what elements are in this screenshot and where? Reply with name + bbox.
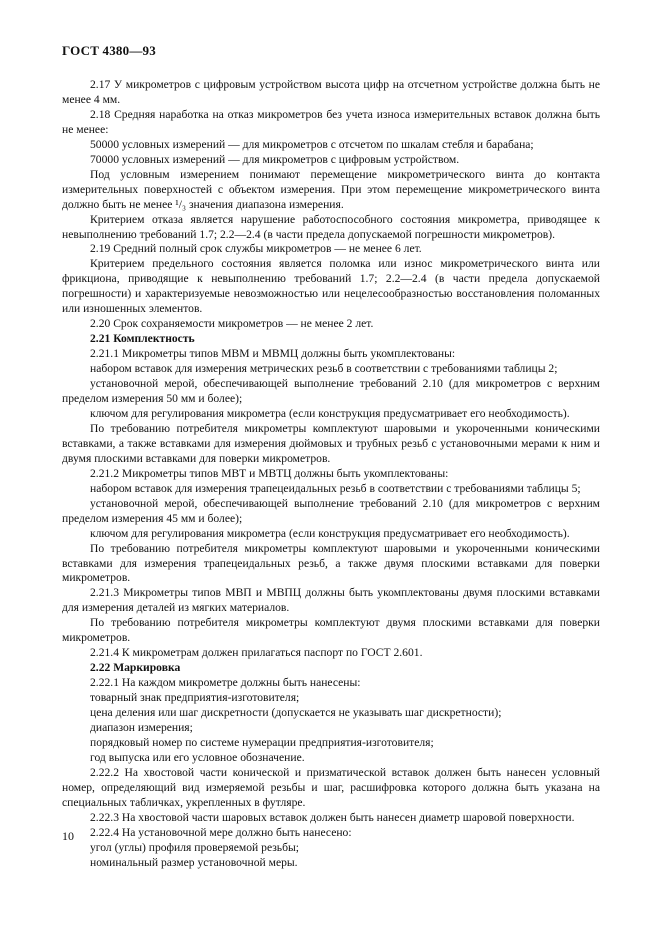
paragraph: 2.21.1 Микрометры типов МВМ и МВМЦ должны быть укомплектованы: xyxy=(90,347,456,361)
paragraph: набором вставок для измерения трапецеидальных резьб в соответствии с требованиями таблицы 5; xyxy=(90,481,581,495)
paragraph: 50000 условных измерений — для микрометров с отсчетом по шкалам стебля и барабана; xyxy=(90,137,534,151)
paragraph: 70000 условных измерений — для микрометров с цифровым устройством. xyxy=(90,152,460,166)
paragraph: По требованию потребителя микрометры комплектуют шаровыми и укороченными коническими вставками для измерения трапецеидальных резьб, а также двумя плоскими вставками для поверки микрометров. xyxy=(62,541,600,585)
paragraph: 2.20 Срок сохраняемости микрометров — не менее 2 лет. xyxy=(90,317,374,331)
paragraph: диапазон измерения; xyxy=(90,720,193,734)
paragraph: 2.22.4 На установочной мере должно быть нанесено: xyxy=(90,825,352,839)
document-header: ГОСТ 4380—93 xyxy=(62,43,156,58)
paragraph: цена деления или шаг дискретности (допускается не указывать шаг дискретности); xyxy=(90,706,502,720)
paragraph: По требованию потребителя микрометры комплектуют шаровыми и укороченными коническими вставками, а также вставками для измерения дюймовых и трубных резьб с установочными мерами к ним и двумя плоскими вставками для поверки микрометров. xyxy=(62,421,600,465)
document-body xyxy=(62,78,600,871)
paragraph: 2.22.3 На хвостовой части шаровых вставок должен быть нанесен диаметр шаровой поверхности. xyxy=(90,810,575,824)
paragraph: набором вставок для измерения метрических резьб в соответствии с требованиями таблицы 2; xyxy=(90,362,558,376)
paragraph: 2.19 Средний полный срок службы микрометров — не менее 6 лет. xyxy=(90,242,422,256)
paragraph: ключом для регулирования микрометра (если конструкция предусматривает его необходимость). xyxy=(90,526,570,540)
paragraph: порядковый номер по системе нумерации предприятия-изготовителя; xyxy=(90,735,434,749)
paragraph: 2.17 У микрометров с цифровым устройством высота цифр на отсчетном устройстве должна быть не менее 4 мм. xyxy=(62,78,600,106)
paragraph: По требованию потребителя микрометры комплектуют двумя плоскими вставками для поверки микрометров. xyxy=(62,616,600,645)
paragraph: номинальный размер установочной меры. xyxy=(90,855,298,869)
section-heading-marking: 2.22 Маркировка xyxy=(90,661,181,675)
paragraph: 2.21.4 К микрометрам должен прилагаться паспорт по ГОСТ 2.601. xyxy=(90,646,423,660)
paragraph: Под условным измерением понимают перемещение микрометрического винта до контакта измерительных поверхностей с объектом измерения. При этом перемещение микрометрического винта должно быть не менее ¹/₃ значения диапазона измерения. xyxy=(62,167,600,211)
paragraph: 2.22.1 На каждом микрометре должны быть нанесены: xyxy=(90,676,361,690)
paragraph: Критерием предельного состояния является поломка или износ микрометрического винта или фрикциона, приводящие к невыполнению требований 1.7; 2.2—2.4 (в части предела допускаемой погрешности) и характеризуемые невозможностью или нецелесообразностью восстановления поломанных или изношенных элементов. xyxy=(62,257,600,316)
page-number: 10 xyxy=(62,829,74,843)
paragraph: товарный знак предприятия-изготовителя; xyxy=(90,691,300,705)
paragraph: ключом для регулирования микрометра (если конструкция предусматривает его необходимость). xyxy=(90,406,570,420)
paragraph: установочной мерой, обеспечивающей выполнение требований 2.10 (для микрометров с верхним пределом измерения 45 мм и более); xyxy=(62,496,600,525)
paragraph: 2.21.3 Микрометры типов МВП и МВПЦ должны быть укомплектованы двумя плоскими вставками для измерения деталей из мягких материалов. xyxy=(62,586,600,615)
paragraph: год выпуска или его условное обозначение. xyxy=(90,750,305,764)
paragraph: установочной мерой, обеспечивающей выполнение требований 2.10 (для микрометров с верхним пределом измерения 50 мм и более); xyxy=(62,377,600,406)
paragraph: 2.22.2 На хвостовой части конической и призматической вставок должен быть нанесен условный номер, определяющий вид измеряемой резьбы и шаг, расшифровка которого должна быть указана на специальных табличках, укрепленных в футляре. xyxy=(62,765,600,809)
paragraph: Критерием отказа является нарушение работоспособного состояния микрометра, приводящее к невыполнению требований 1.7; 2.2—2.4 (в части предела допускаемой погрешности микрометров). xyxy=(62,212,600,241)
paragraph: угол (углы) профиля проверяемой резьбы; xyxy=(90,840,300,854)
paragraph: 2.18 Средняя наработка на отказ микрометров без учета износа измерительных вставок должна быть не менее: xyxy=(62,107,600,136)
paragraph: 2.21.2 Микрометры типов МВТ и МВТЦ должны быть укомплектованы: xyxy=(90,466,449,480)
section-heading-completeness: 2.21 Комплектность xyxy=(90,332,195,346)
